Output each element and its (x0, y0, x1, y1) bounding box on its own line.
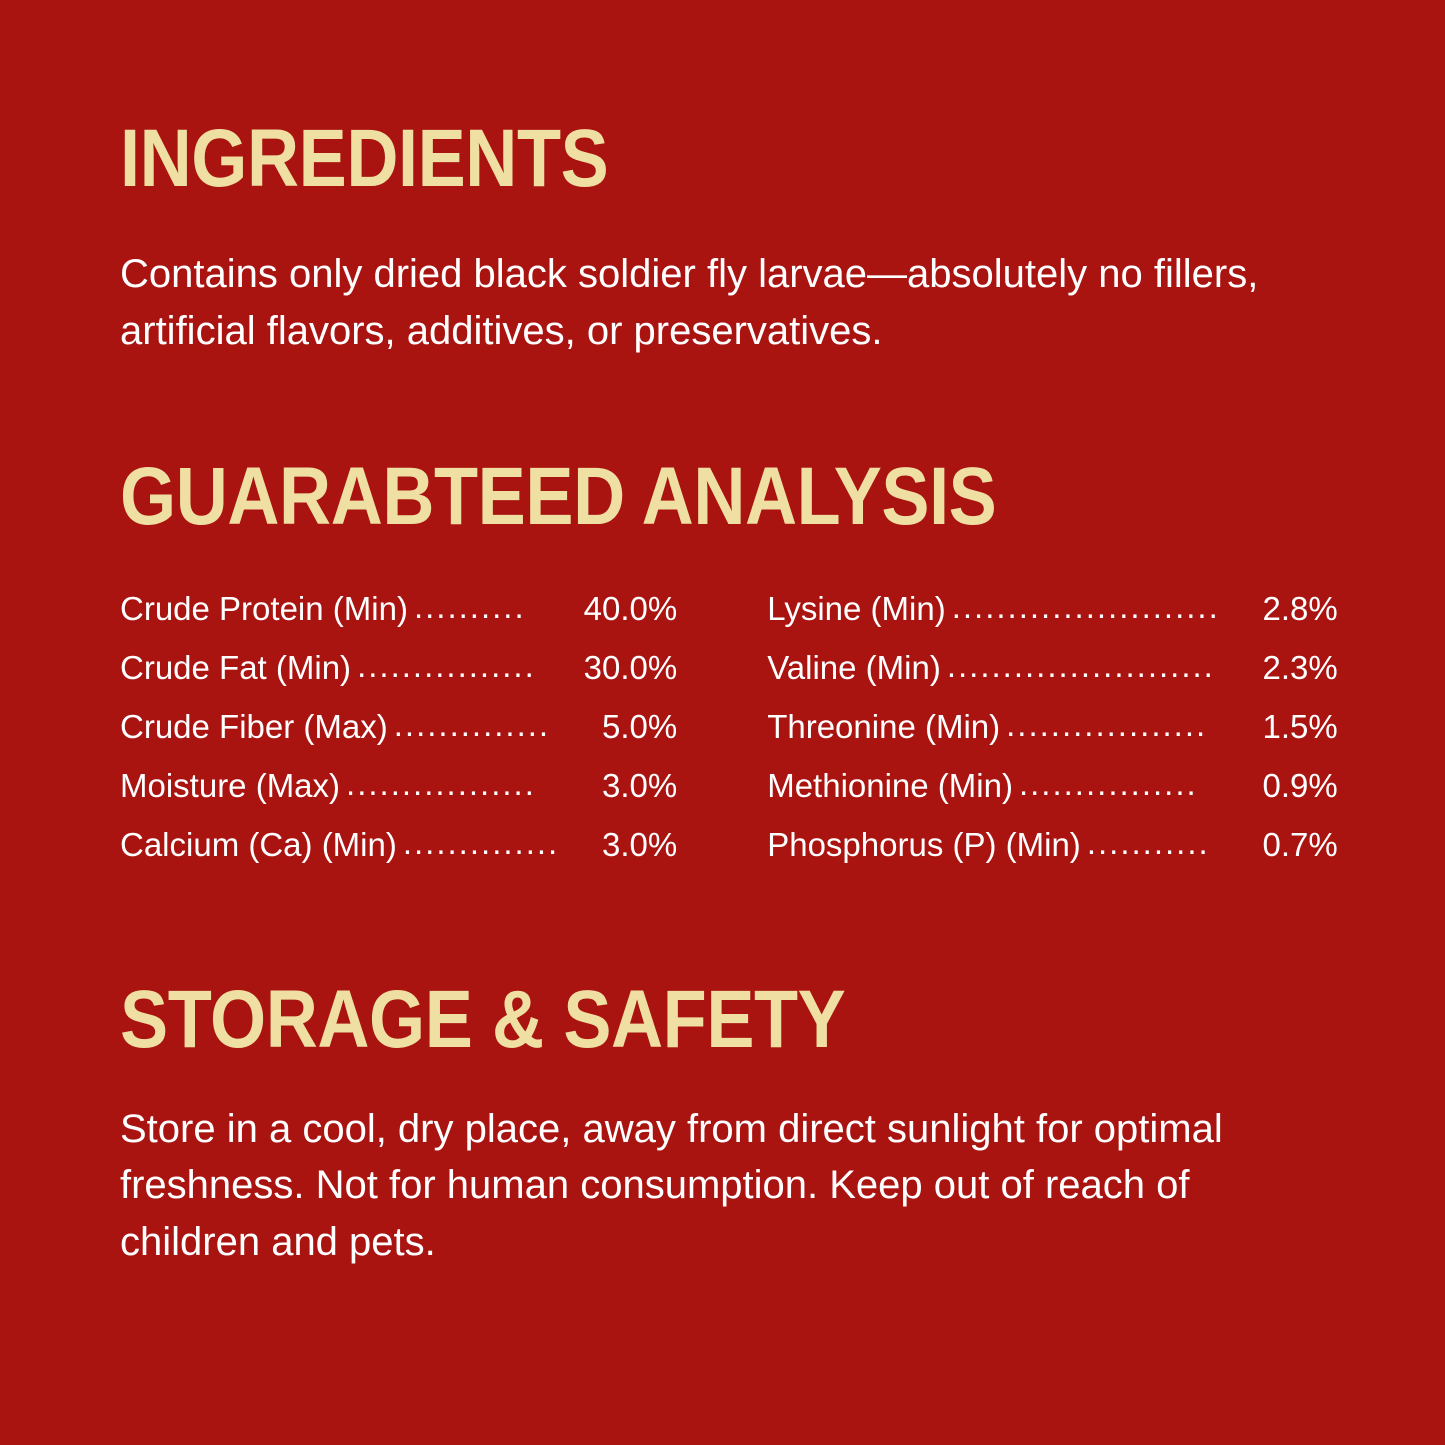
storage-safety-section (120, 973, 1325, 1271)
nutrient-value: 0.9% (1262, 766, 1338, 804)
analysis-row (767, 707, 1338, 745)
analysis-row (120, 825, 678, 863)
analysis-row (120, 766, 678, 804)
analysis-row (767, 766, 1338, 804)
storage-safety-heading: STORAGE & SAFETY (120, 973, 846, 1065)
leader-dots: ................ (357, 648, 536, 682)
nutrient-label: Phosphorus (P) (Min) (767, 825, 1081, 863)
ingredients-section (120, 113, 1325, 360)
analysis-row (767, 589, 1338, 627)
nutrient-value: 5.0% (601, 707, 678, 745)
nutrient-value: 3.0% (601, 766, 678, 804)
leader-dots: ................. (346, 766, 536, 800)
nutrient-value: 3.0% (601, 825, 678, 863)
nutrient-value: 2.8% (1262, 589, 1338, 627)
analysis-row (120, 707, 678, 745)
leader-dots: .................. (1006, 707, 1208, 741)
nutrient-value: 1.5% (1262, 707, 1338, 745)
ingredients-heading: INGREDIENTS (120, 113, 609, 204)
nutrient-label: Methionine (Min) (767, 766, 1013, 804)
nutrient-label: Crude Protein (Min) (120, 589, 408, 627)
guaranteed-analysis-heading: GUARABTEED ANALYSIS (120, 450, 997, 542)
ingredients-text: Contains only dried black soldier fly larvae—absolutely no fillers, artificial flavors, additives, or preservatives. (120, 252, 1259, 353)
leader-dots: ........................ (946, 648, 1215, 682)
nutrient-value: 40.0% (583, 589, 678, 627)
nutrient-label: Crude Fat (Min) (120, 648, 352, 686)
guaranteed-analysis-section (120, 450, 1338, 887)
leader-dots: .............. (402, 825, 560, 859)
leader-dots: .............. (393, 707, 551, 741)
analysis-grid (120, 589, 1338, 887)
analysis-row (767, 825, 1338, 863)
nutrient-label: Crude Fiber (Max) (120, 707, 388, 745)
analysis-row (767, 648, 1338, 686)
analysis-row (120, 648, 678, 686)
nutrient-label: Lysine (Min) (767, 589, 946, 627)
nutrient-value: 30.0% (583, 648, 678, 686)
nutrient-label: Threonine (Min) (767, 707, 1001, 745)
analysis-left-column (120, 589, 678, 887)
leader-dots: ................ (1018, 766, 1198, 800)
nutrient-label: Calcium (Ca) (Min) (120, 825, 397, 863)
nutrient-value: 2.3% (1262, 648, 1338, 686)
leader-dots: ........................ (951, 589, 1220, 623)
nutrient-label: Valine (Min) (767, 648, 941, 686)
nutrient-label: Moisture (Max) (120, 766, 341, 804)
analysis-right-column (767, 589, 1338, 887)
leader-dots: .......... (413, 589, 526, 623)
nutrient-value: 0.7% (1262, 825, 1338, 863)
leader-dots: ........... (1086, 825, 1210, 859)
analysis-row (120, 589, 678, 627)
storage-safety-text: Store in a cool, dry place, away from direct sunlight for optimal freshness. Not for human consumption. Keep out of reach of children and pets. (120, 1106, 1223, 1265)
